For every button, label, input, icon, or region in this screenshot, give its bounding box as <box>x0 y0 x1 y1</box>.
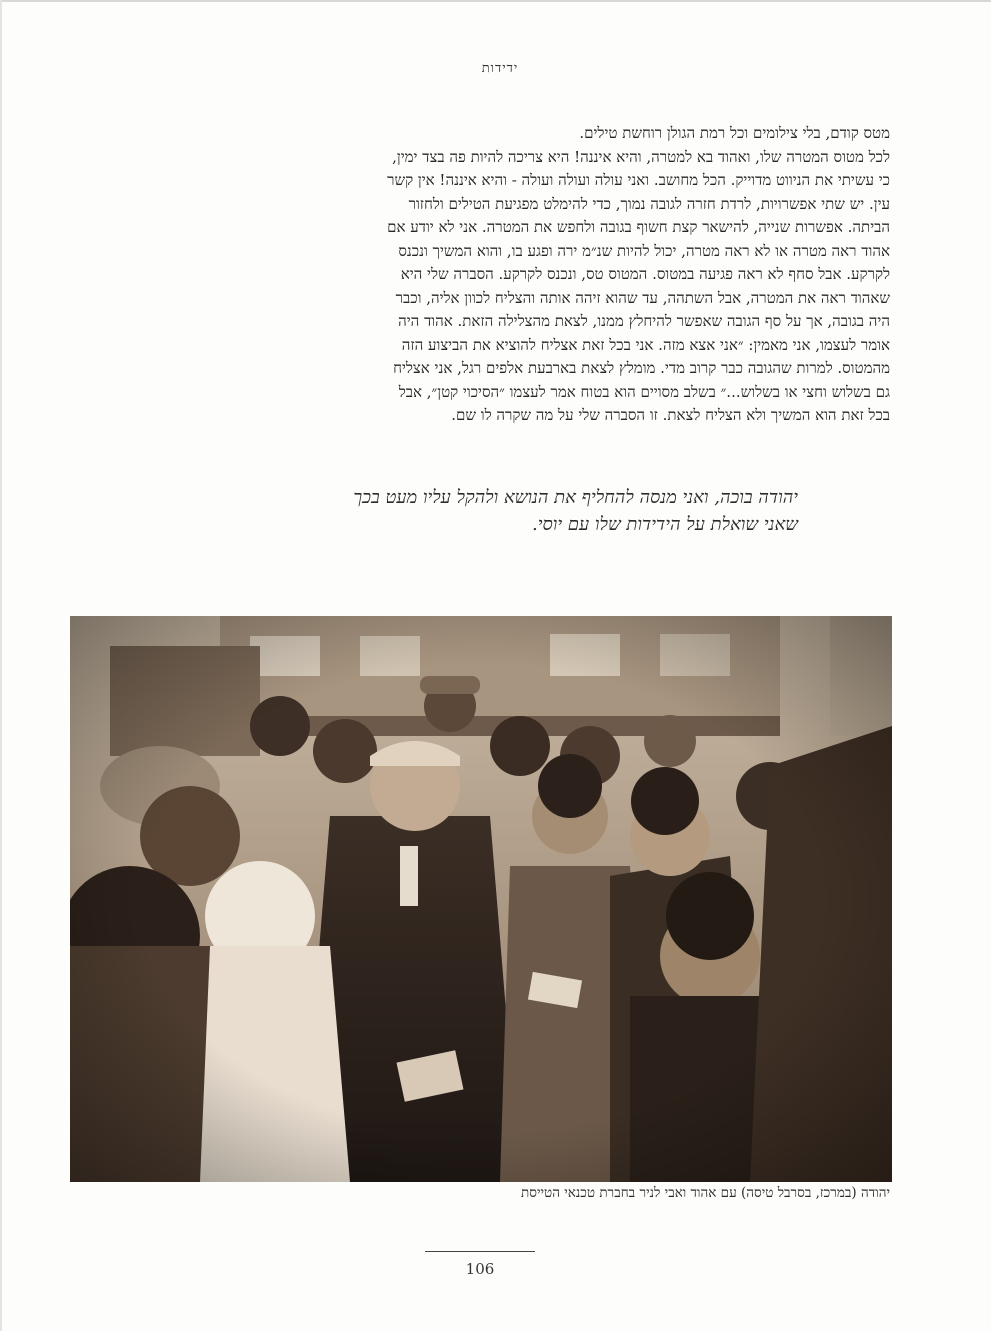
body-line: אומר לעצמו, אני מאמין: ״אני אצא מזה. אני בכל זאת אצליח להוציא את הביצוע הזה <box>401 335 890 354</box>
body-text <box>272 122 890 428</box>
page-number: 106 <box>465 1260 495 1278</box>
group-photo-image <box>70 616 892 1182</box>
body-line: מטס קודם, בלי צילומים וכל רמת הגולן רוחשת טילים. <box>579 124 890 142</box>
running-head: ידידות <box>481 61 519 76</box>
body-line: גם בשלוש וחצי או בשלוש...״ בשלב מסויים הוא בטוח אמר לעצמו ״הסיכוי קטן״, אבל <box>398 382 890 401</box>
body-line: שאהוד ראה את המטרה, אבל השתהה, עד שהוא זיהה אותה והצליח לכוון אליה, וכבר <box>395 288 890 307</box>
body-line: אהוד ראה מטרה או לא ראה מטרה, יכול להיות שנ״מ ירה ופגע בו, והוא המשיך ונכנס <box>398 241 890 260</box>
interviewer-note-line: שאני שואלת על הידידות שלו עם יוסי. <box>532 514 798 535</box>
interviewer-note-line: יהודה בוכה, ואני מנסה להחליף את הנושא ולהקל עליו מעט בכך <box>353 487 798 508</box>
body-line: עין. יש שתי אפשרויות, לרדת חזרה לגובה נמוך, כדי להימלט מפגיעת הטילים ולחזור <box>408 194 890 213</box>
body-line: בכל זאת הוא המשיך ולא הצליח לצאת. זו הסברה שלי על מה שקרה לו שם. <box>451 406 890 424</box>
photo-caption: יהודה (במרכז, בסרבל טיסה) עם אהוד ואבי לניר בחברת טכנאי הטייסת <box>521 1185 890 1201</box>
body-line: כי עשיתי את הניווט מדוייק. הכל מחושב. ואני עולה ועולה ועולה - והיא איננה! אין קשר <box>387 171 890 189</box>
body-line: לכל מטוס המטרה שלו, ואהוד בא למטרה, והיא איננה! היא צריכה להיות פה בצד ימין, <box>392 147 890 166</box>
body-line: הביתה. אפשרות שנייה, להישאר קצת חשוף בגובה ולחפש את המטרה. אני לא יודע אם <box>387 218 890 236</box>
body-line: לקרקע. אבל סחף לא ראה פגיעה במטוס. המטוס טס, ונכנס לקרקע. הסברה שלי היא <box>400 265 890 283</box>
group-photo <box>70 616 892 1182</box>
body-line: מהמטוס. למרות שהגובה כבר קרוב מדי. מומלץ לצאת בארבעת אלפים רגל, אני אצליח <box>393 359 890 377</box>
scan-edge-top <box>0 0 991 2</box>
scan-edge-left <box>0 0 2 1331</box>
interviewer-note <box>272 484 798 538</box>
body-line: היה בגובה, אך על סף הגובה שאפשר להיחלץ ממנו, לצאת מהצלילה הזאת. אהוד היה <box>398 312 890 330</box>
footer-rule <box>425 1251 535 1252</box>
